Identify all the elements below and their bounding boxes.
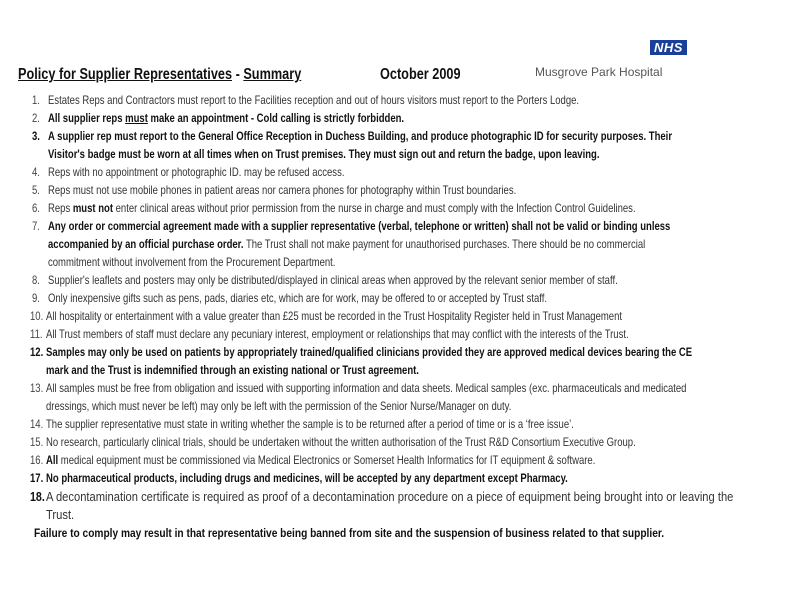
emphasis-text: accompanied by an official purchase order. — [48, 238, 244, 251]
title-text: Policy for Supplier Representatives — [18, 66, 233, 83]
item-text: All samples must be free from obligation and issued with supporting information and data sheets. Medical samples (exc. pharmaceuticals and medicated — [46, 382, 687, 395]
item-line — [46, 508, 74, 522]
item-line — [46, 310, 622, 324]
item-number: 12. — [30, 346, 44, 359]
emphasis-text: No pharmaceutical products, including drugs and medicines, will be accepted by any department except Pharmacy. — [46, 472, 568, 485]
nhs-logo: NHS — [650, 40, 687, 55]
emphasis-text: mark and the Trust is indemnified through an existing national or Trust agreement. — [46, 364, 419, 377]
item-line — [48, 202, 636, 216]
item-line — [46, 472, 568, 486]
item-line — [46, 418, 574, 432]
item-number: 3. — [32, 130, 40, 143]
item-text: Only inexpensive gifts such as pens, pads, diaries etc, which are for work, may be offered to or accepted by Trust staff. — [48, 292, 548, 305]
item-number: 5. — [32, 184, 40, 197]
item-line — [48, 148, 599, 162]
item-number: 7. — [32, 220, 40, 233]
item-text: Supplier's leaflets and posters may only be distributed/displayed in clinical areas when approved by the relevant senior member of staff. — [48, 274, 618, 287]
footer-warning: Failure to comply may result in that representative being banned from site and the suspension of business related to that supplier. — [34, 526, 665, 540]
item-number: 15. — [30, 436, 44, 449]
title-suffix: Summary — [243, 66, 302, 83]
emphasis-text: All supplier reps — [48, 112, 126, 125]
item-text: Reps with no appointment or photographic ID. may be refused access. — [48, 166, 345, 179]
item-line — [46, 364, 419, 378]
item-number: 16. — [30, 454, 44, 467]
emphasis-text: must not — [72, 202, 113, 215]
item-line — [48, 256, 335, 270]
item-line — [46, 400, 511, 414]
item-number: 6. — [32, 202, 40, 215]
emphasis-text: Any order or commercial agreement made with a supplier representative (verbal, telephone or written) shall not be valid or binding unless — [48, 220, 671, 233]
document-title — [18, 66, 301, 84]
item-number: 17. — [30, 472, 44, 485]
emphasis-text: Visitor's badge must be worn at all times when on Trust premises. They must sign out and return the badge, upon leaving. — [48, 148, 600, 161]
item-text: dressings, which must never be left) may only be left with the permission of the Senior Nurse/Manager on duty. — [46, 400, 512, 413]
item-number: 8. — [32, 274, 40, 287]
item-number: 14. — [30, 418, 44, 431]
item-text: The Trust shall not make payment for unauthorised purchases. There should be no commercial — [243, 238, 646, 251]
item-text: The supplier representative must state in writing whether the sample is to be returned after a period of time or is a ‘free issue’. — [46, 418, 574, 431]
item-text: commitment without involvement from the Procurement Department. — [48, 256, 336, 269]
item-number: 1. — [32, 94, 40, 107]
document-date: October 2009 — [380, 66, 461, 83]
item-line — [48, 292, 547, 306]
item-text: All hospitality or entertainment with a value greater than £25 must be recorded in the Trust Hospitality Register held in Trust Management — [46, 310, 622, 323]
item-text: Estates Reps and Contractors must report to the Facilities reception and out of hours visitors must report to the Porters Lodge. — [48, 94, 580, 107]
emphasis-text: A supplier rep must report to the General Office Reception in Duchess Building, and produce photographic ID for security purposes. Their — [48, 130, 673, 143]
item-text: Trust. — [46, 507, 75, 522]
item-text: medical equipment must be commissioned via Medical Electronics or Somerset Health Informatics for IT equipment & software. — [58, 454, 596, 467]
title-separator: - — [232, 66, 244, 83]
item-number: 4. — [32, 166, 40, 179]
item-line — [48, 238, 645, 252]
item-line — [48, 112, 404, 126]
emphasis-text: Samples may only be used on patients by appropriately trained/qualified clinicians provided they are approved medical devices bearing the CE — [46, 346, 693, 359]
item-number: 13. — [30, 382, 44, 395]
emphasis-text: make an appointment - Cold calling is strictly forbidden. — [147, 112, 405, 125]
item-text: A decontamination certificate is required as proof of a decontamination procedure on a piece of equipment being brought into or leaving the — [46, 489, 734, 504]
hospital-name: Musgrove Park Hospital — [535, 65, 663, 79]
item-line — [46, 328, 629, 342]
item-number: 2. — [32, 112, 40, 125]
emphasis-text: must — [125, 112, 148, 125]
item-line — [48, 166, 344, 180]
item-number: 11. — [30, 328, 43, 341]
item-text: Reps must not use mobile phones in patient areas nor camera phones for photography within Trust boundaries. — [48, 184, 517, 197]
item-line — [46, 346, 692, 360]
item-text: All Trust members of staff must declare any pecuniary interest, employment or relationships that may conflict with the interests of the Trust. — [46, 328, 629, 341]
item-text: No research, particularly clinical trials, should be undertaken without the written authorisation of the Trust R&D Consortium Executive Group. — [46, 436, 636, 449]
item-text: Reps — [48, 202, 73, 215]
item-line — [46, 490, 733, 504]
item-number: 10. — [30, 310, 44, 323]
item-line — [48, 130, 672, 144]
item-line — [48, 94, 579, 108]
emphasis-text: All — [46, 454, 59, 467]
item-number: 18. — [30, 489, 45, 504]
item-line — [48, 274, 618, 288]
item-line — [46, 454, 595, 468]
item-line — [48, 184, 516, 198]
item-line — [46, 382, 686, 396]
item-text: enter clinical areas without prior permission from the nurse in charge and must comply with the Infection Control Guidelines. — [112, 202, 636, 215]
item-line — [48, 220, 670, 234]
item-line — [46, 436, 636, 450]
item-number: 9. — [32, 292, 40, 305]
